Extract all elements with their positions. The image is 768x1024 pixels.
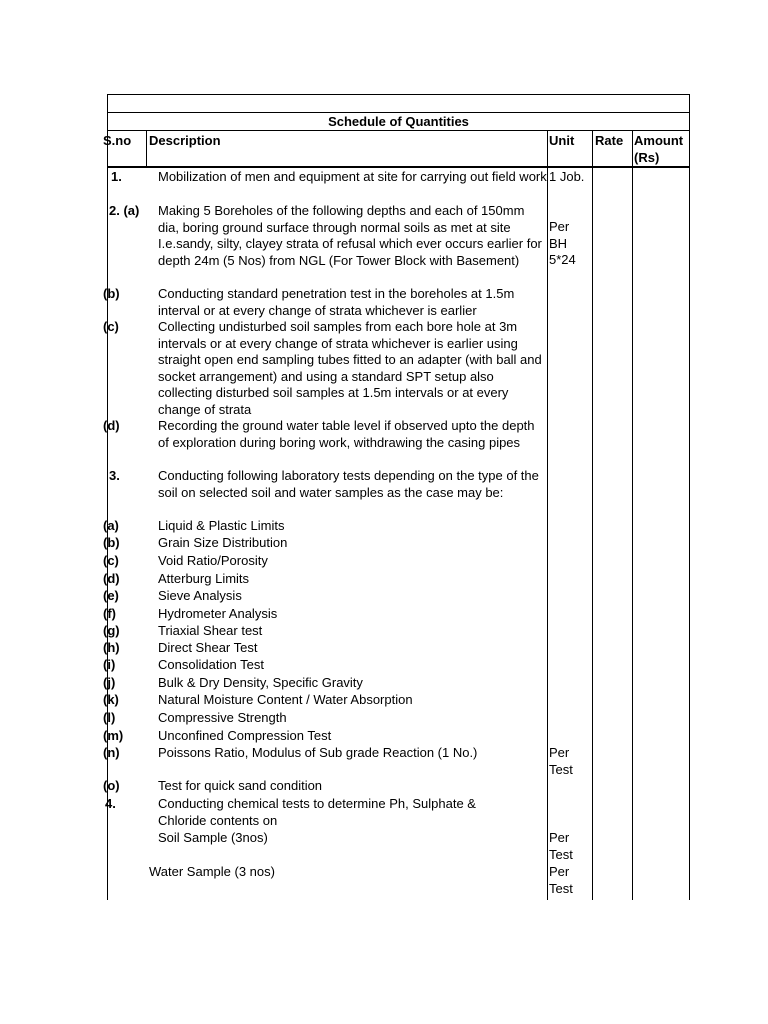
row-4-sno: 4. [105,796,116,811]
row-3n-description: Poissons Ratio, Modulus of Sub grade Reaction (1 No.) [158,745,478,760]
row-4-water-unit: Per Test [549,864,573,896]
row-3e-sno: (e) [103,588,119,603]
header-sno: S.no [103,133,132,148]
row-2b-description: Conducting standard penetration test in the boreholes at 1.5m interval or at every change of strata whichever is earlier [158,286,515,318]
row-3d-description: Atterburg Limits [158,571,250,586]
header-bottom-border [107,166,690,168]
row-4-soil-description: Soil Sample (3nos) [158,830,268,845]
row-2a-description: Making 5 Boreholes of the following depths and each of 150mm dia, boring ground surface through normal soils as met at site I.e.sandy, silty, clayey strata of refusal which ever occurs earlier for depth 24m (5 Nos) from NGL (For Tower Block with Basement) [158,203,542,268]
header-unit: Unit [549,133,575,148]
row-3b-sno: (b) [103,535,120,550]
row-3n-sno: (n) [103,745,120,760]
header-description: Description [149,133,221,148]
row-3-sno: 3. [109,468,120,483]
row-3i-sno: (i) [103,657,116,672]
row-3l-description: Compressive Strength [158,710,287,725]
row-2c-sno: (c) [103,319,119,334]
row-3d-sno: (d) [103,571,120,586]
row-3k-description: Natural Moisture Content / Water Absorption [158,692,413,707]
row-3a-sno: (a) [103,518,119,533]
row-3h-sno: (h) [103,640,120,655]
row-3m-description: Unconfined Compression Test [158,728,332,743]
row-3f-sno: (f) [103,606,116,621]
sheet-title: Schedule of Quantities [328,114,469,129]
row-3j-description: Bulk & Dry Density, Specific Gravity [158,675,363,690]
row-1-sno: 1. [111,169,122,184]
row-3n-unit: Per Test [549,745,573,777]
row-1-description: Mobilization of men and equipment at site for carrying out field work [158,169,547,184]
row-3a-description: Liquid & Plastic Limits [158,518,285,533]
row-3f-description: Hydrometer Analysis [158,606,278,621]
row-4-description: Conducting chemical tests to determine Ph, Sulphate & Chloride contents on [158,796,476,828]
row-2a-unit: Per BH 5*24 [549,219,576,267]
header-amount: Amount (Rs) [634,133,684,165]
row-3o-sno: (o) [103,778,120,793]
row-3h-description: Direct Shear Test [158,640,258,655]
row-3c-sno: (c) [103,553,119,568]
table-right-border [689,94,690,900]
row-3j-sno: (j) [103,675,116,690]
row-3c-description: Void Ratio/Porosity [158,553,268,568]
row-3l-sno: (l) [103,710,116,725]
col-rate-divider [592,130,593,900]
row-2c-description: Collecting undisturbed soil samples from each bore hole at 3m intervals or at every change of strata whichever is earlier using straight open end sampling tubes fitted to an adapter (with ball and socket arrangement) and using a standard SPT setup also collecting disturbed soil samples at 1.5m intervals or at every change of strata [158,319,542,417]
row-3e-description: Sieve Analysis [158,588,242,603]
header-rate: Rate [595,133,624,148]
row-3g-sno: (g) [103,623,120,638]
row-4-water-description: Water Sample (3 nos) [149,864,275,879]
row-1-unit: 1 Job. [549,169,585,184]
row-3-description: Conducting following laboratory tests depending on the type of the soil on selected soil and water samples as the case may be: [158,468,539,500]
row-3o-description: Test for quick sand condition [158,778,323,793]
row-2b-sno: (b) [103,286,120,301]
table-top-border [107,94,690,95]
row-3k-sno: (k) [103,692,119,707]
col-sno-divider [146,130,147,167]
row-3g-description: Triaxial Shear test [158,623,263,638]
row-3i-description: Consolidation Test [158,657,264,672]
row-2d-sno: (d) [103,418,120,433]
row-4-soil-unit: Per Test [549,830,573,862]
title-row-border [107,112,690,113]
col-amount-divider [632,130,633,900]
row-2d-description: Recording the ground water table level if observed upto the depth of exploration during boring work, withdrawing the casing pipes [158,418,535,450]
row-2a-sno: 2. (a) [109,203,140,218]
row-3b-description: Grain Size Distribution [158,535,288,550]
row-3m-sno: (m) [103,728,124,743]
